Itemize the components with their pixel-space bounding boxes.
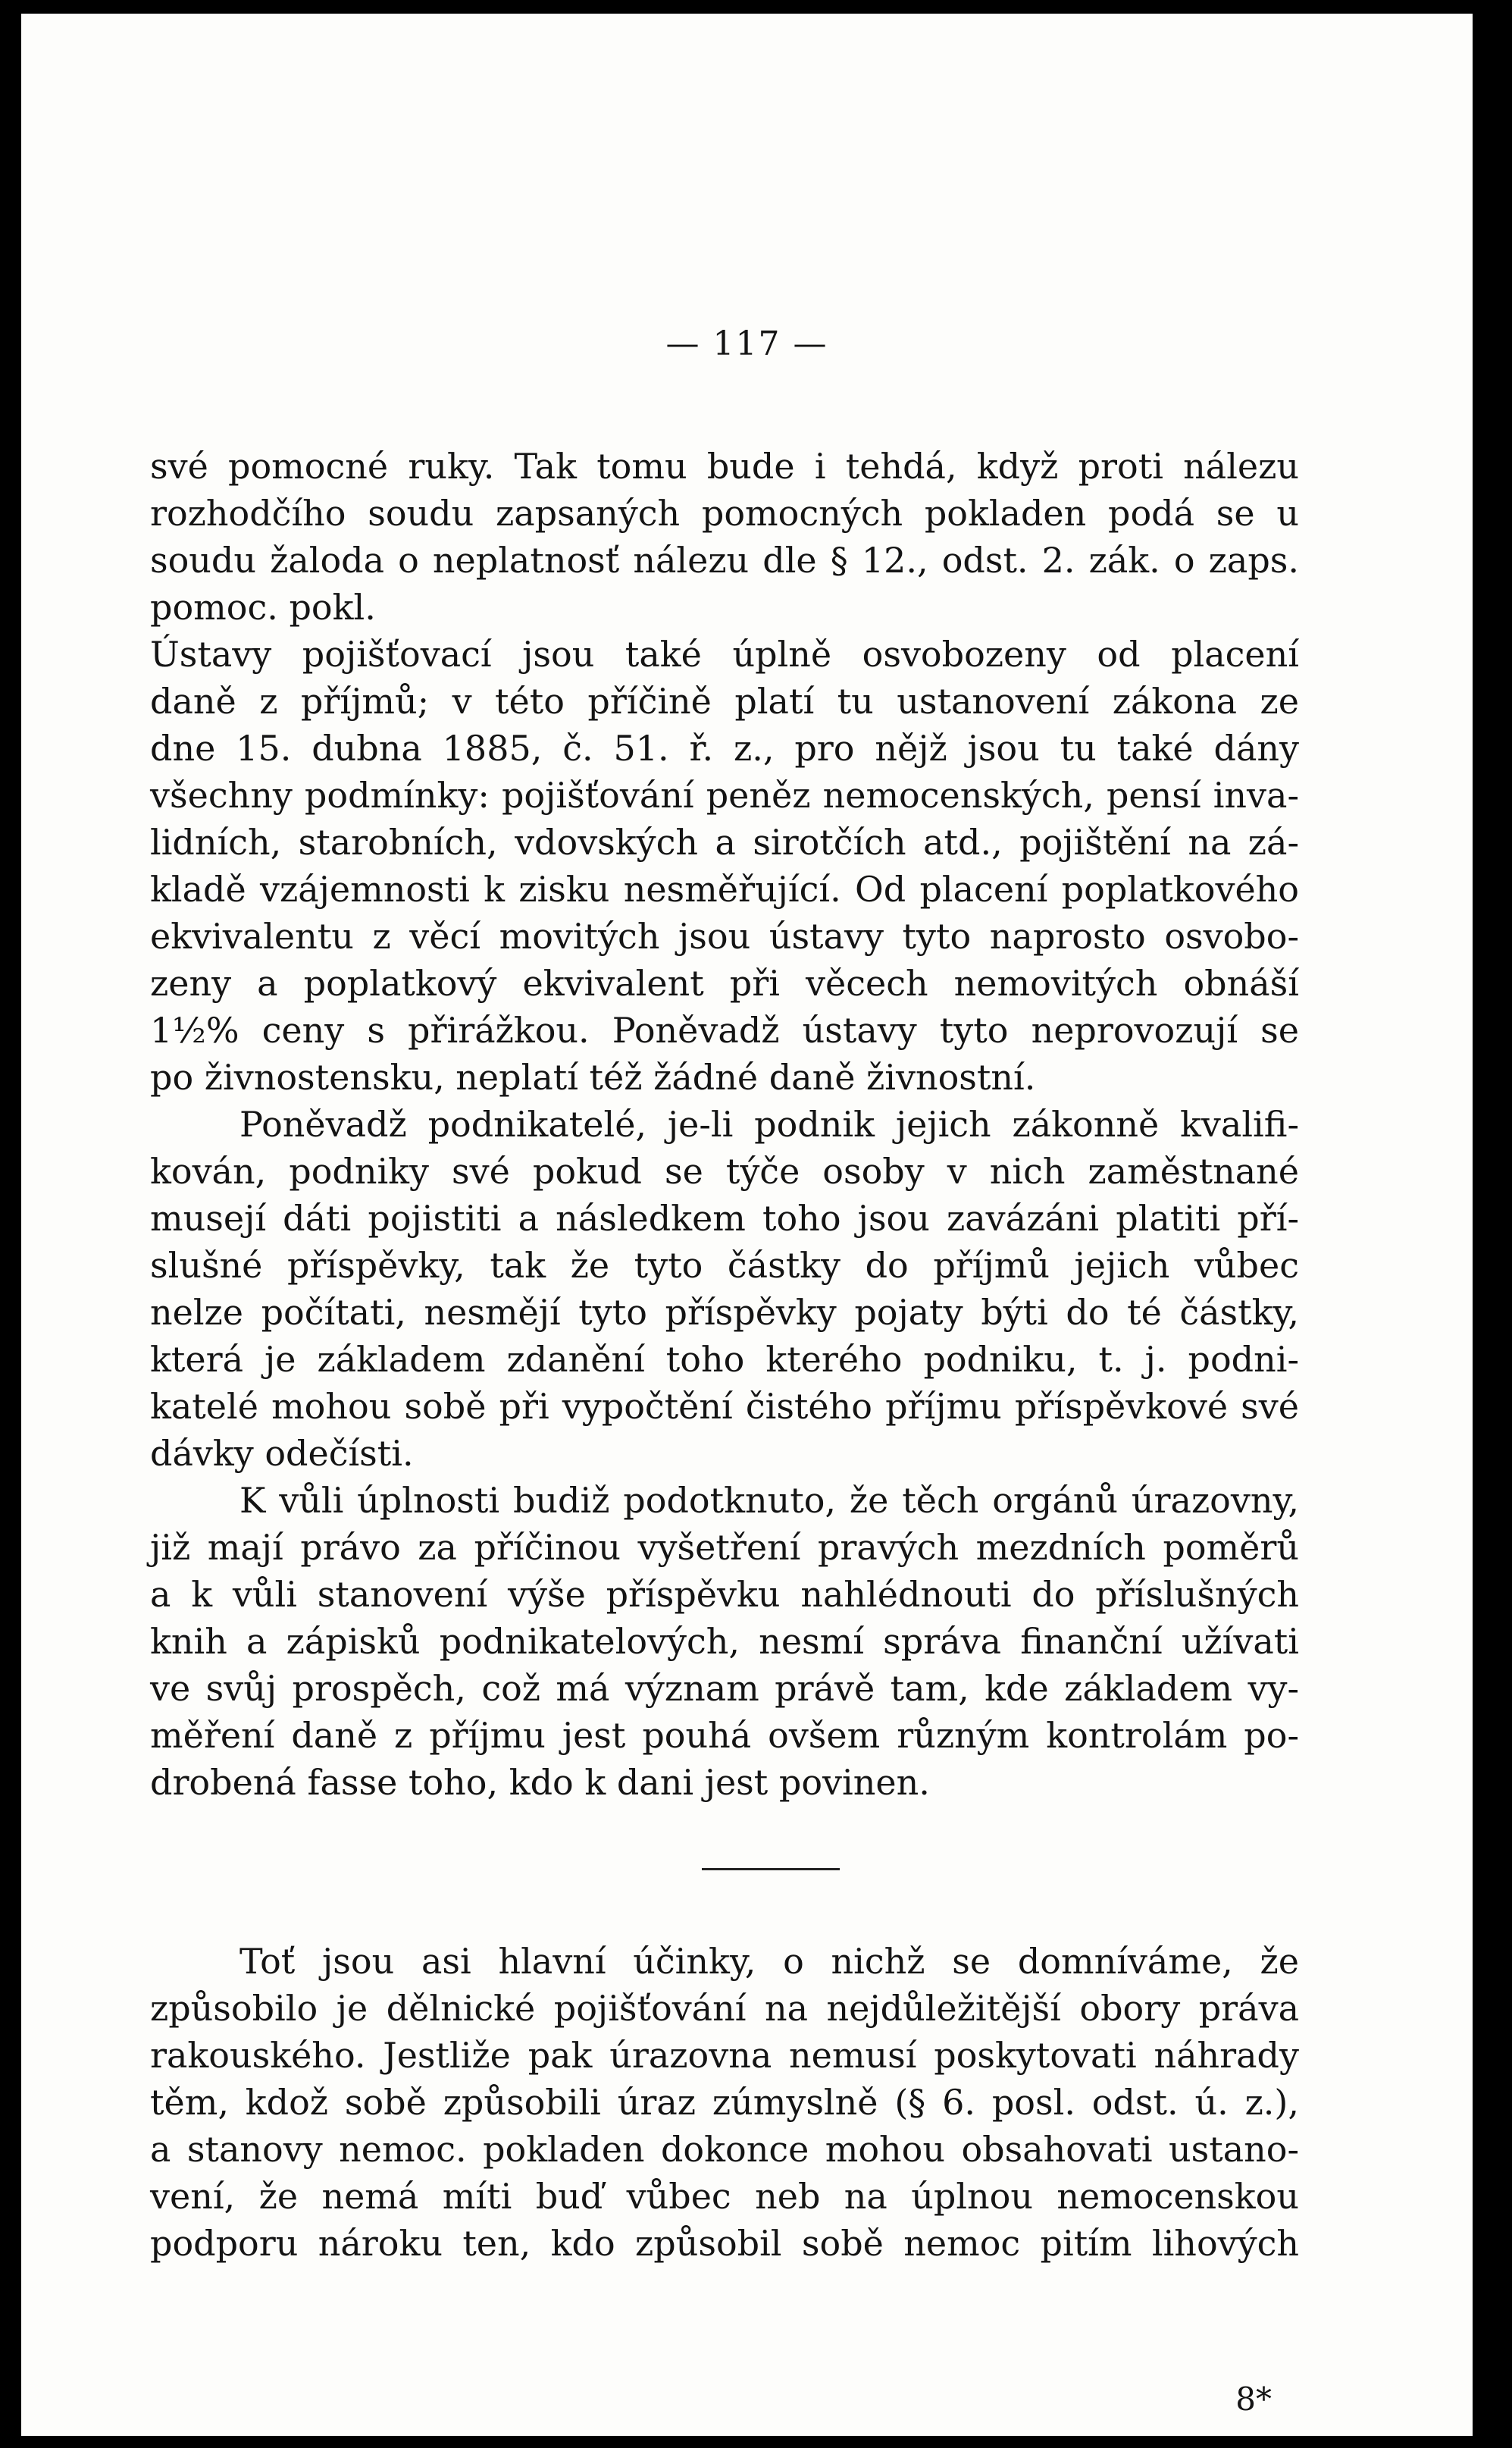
text-line: těm, kdož sobě způsobili úraz zúmyslně (§ 6. posl. odst. ú. z.), [150, 2082, 1299, 2123]
text-line: po živnostensku, neplatí též žádné daně živnostní. [150, 1057, 1036, 1098]
text-line: soudu žaloda o neplatnosť nálezu dle § 12., odst. 2. zák. o zaps. [150, 540, 1299, 581]
text-line: již mají právo za příčinou vyšetření pravých mezdních poměrů [150, 1527, 1299, 1568]
text-line: dne 15. dubna 1885, č. 51. ř. z., pro nějž jsou tu také dány [150, 728, 1299, 769]
text-line: své pomocné ruky. Tak tomu bude i tehdá, když proti nálezu [150, 446, 1299, 487]
text-line: rakouského. Jestliže pak úrazovna nemusí poskytovati náhrady [150, 2035, 1299, 2076]
text-line: Toť jsou asi hlavní účinky, o nichž se domníváme, že [239, 1941, 1299, 1982]
text-line: která je základem zdanění toho kterého podniku, t. j. podni- [150, 1339, 1299, 1380]
text-line: Poněvadž podnikatelé, je-li podnik jejich zákonně kvalifi- [239, 1104, 1299, 1145]
text-line: všechny podmínky: pojišťování peněz nemocenských, pensí inva- [150, 775, 1299, 816]
text-line: měření daně z příjmu jest pouhá ovšem různým kontrolám po- [150, 1715, 1299, 1756]
text-line: slušné příspěvky, tak že tyto částky do příjmů jejich vůbec [150, 1245, 1299, 1286]
closing-text [150, 1938, 1299, 2267]
text-line: způsobilo je dělnické pojišťování na nejdůležitější obory práva [150, 1988, 1299, 2029]
text-line: Ústavy pojišťovací jsou také úplně osvobozeny od placení [150, 634, 1299, 675]
text-line: kladě vzájemnosti k zisku nesměřující. Od placení poplatkového [150, 869, 1299, 910]
text-line: rozhodčího soudu zapsaných pomocných pokladen podá se u [150, 493, 1299, 534]
text-line: daně z příjmů; v této příčině platí tu ustanovení zákona ze [150, 681, 1299, 722]
main-text [150, 443, 1299, 1806]
text-line: 1½% ceny s přirážkou. Poněvadž ústavy tyto neprovozují se [150, 1010, 1299, 1051]
text-line: knih a zápisků podnikatelových, nesmí správa finanční užívati [150, 1621, 1299, 1662]
signature-mark: 8* [1235, 2381, 1272, 2418]
text-line: drobená fasse toho, kdo k dani jest povinen. [150, 1762, 930, 1803]
page-number: — 117 — [665, 324, 828, 363]
text-line: podporu nároku ten, kdo způsobil sobě nemoc pitím lihových [150, 2223, 1299, 2264]
text-line: musejí dáti pojistiti a následkem toho jsou zavázáni platiti pří- [150, 1198, 1299, 1239]
text-line: ekvivalentu z věcí movitých jsou ústavy tyto naprosto osvobo- [150, 916, 1299, 957]
text-line: dávky odečísti. [150, 1433, 414, 1474]
text-line: a k vůli stanovení výše příspěvku nahlédnouti do příslušných [150, 1574, 1299, 1615]
text-line: lidních, starobních, vdovských a sirotčích atd., pojištění na zá- [150, 822, 1299, 863]
text-line: nelze počítati, nesmějí tyto příspěvky pojaty býti do té částky, [150, 1292, 1299, 1333]
section-divider [702, 1868, 840, 1870]
text-line: kován, podniky své pokud se týče osoby v nich zaměstnané [150, 1151, 1299, 1192]
text-line: a stanovy nemoc. pokladen dokonce mohou obsahovati ustano- [150, 2129, 1299, 2170]
text-line: zeny a poplatkový ekvivalent při věcech nemovitých obnáší [150, 963, 1299, 1004]
text-line: vení, že nemá míti buď vůbec neb na úplnou nemocenskou [150, 2176, 1299, 2217]
book-page [21, 14, 1473, 2436]
text-line: K vůli úplnosti budiž podotknuto, že těch orgánů úrazovny, [239, 1480, 1299, 1521]
text-line: pomoc. pokl. [150, 587, 376, 628]
text-line: katelé mohou sobě při vypočtění čistého příjmu příspěvkové své [150, 1386, 1299, 1427]
text-line: ve svůj prospěch, což má význam právě tam, kde základem vy- [150, 1668, 1299, 1709]
